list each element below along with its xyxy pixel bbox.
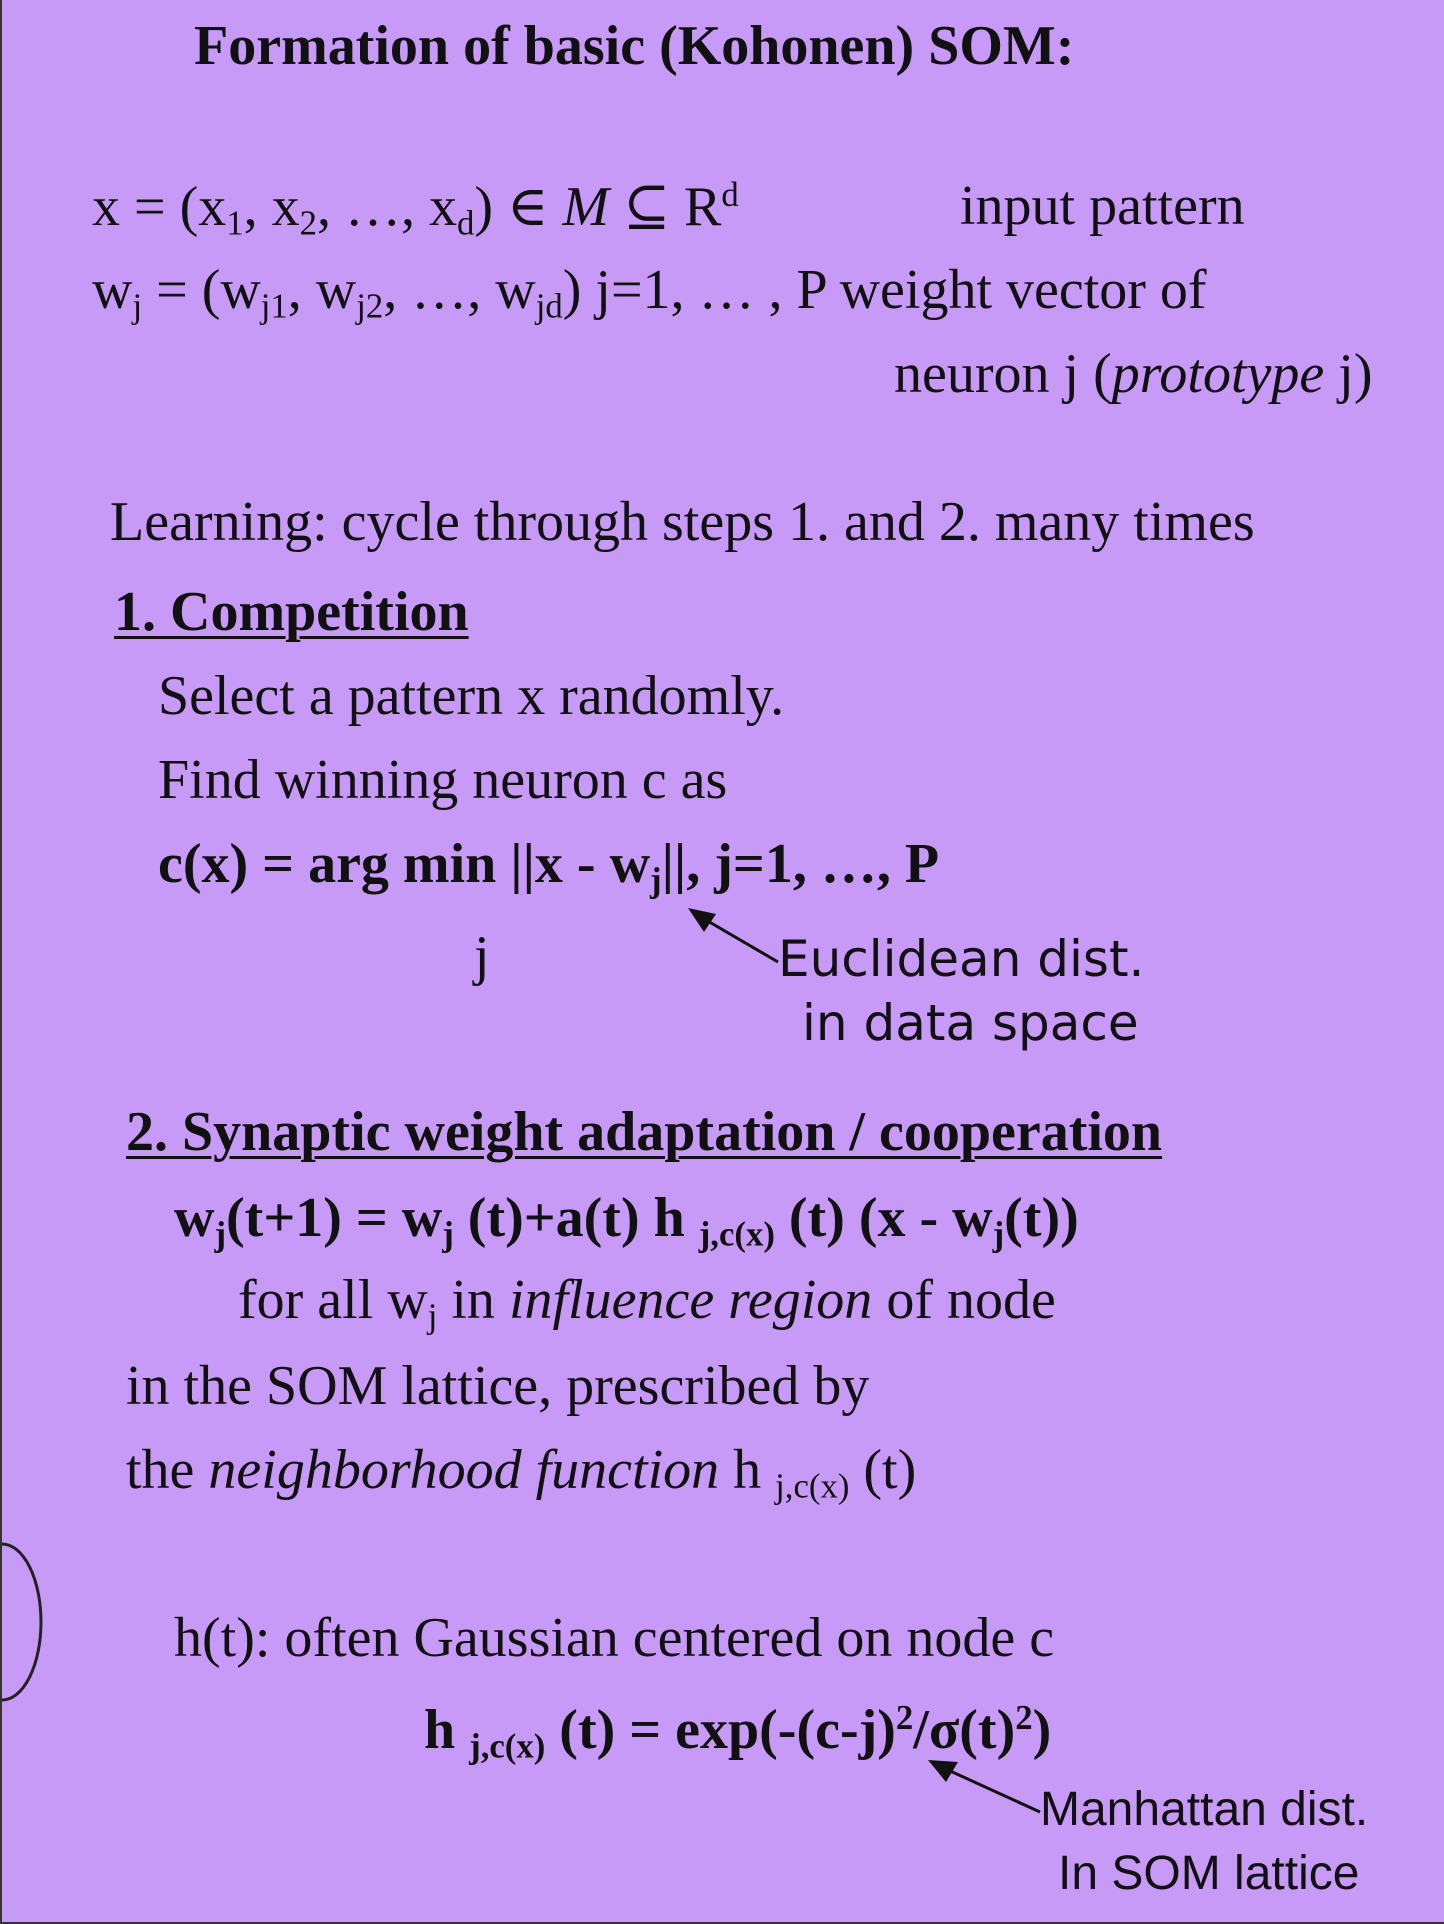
learning-intro: Learning: cycle through steps 1. and 2. many times	[110, 491, 1255, 553]
step1-line1: Select a pattern x randomly.	[158, 665, 785, 727]
neighborhood-function-italic: neighborhood function	[208, 1439, 720, 1501]
x-comma-1: , x	[243, 176, 300, 238]
update-part-2: (t)+a(t) h	[453, 1187, 699, 1249]
euclidean-annotation-1: Euclidean dist.	[778, 930, 1145, 988]
x-sub-2: 2	[299, 203, 317, 243]
neuron-pre: neuron j (	[894, 343, 1112, 405]
gaussian-intro: h(t): often Gaussian centered on node c	[174, 1607, 1055, 1669]
prototype-italic: prototype	[1111, 343, 1325, 405]
update-part-4: (t))	[1004, 1187, 1079, 1249]
update-sub-1: j	[214, 1214, 227, 1254]
euclidean-annotation-2: in data space	[802, 994, 1139, 1052]
for-all-sub-j: j	[427, 1296, 438, 1336]
subset-R: ⊆ R	[609, 176, 722, 238]
step2-heading: 2. Synaptic weight adaptation / cooperation	[126, 1101, 1163, 1163]
w-sub-jd: jd	[535, 286, 563, 326]
update-sub-2: j	[442, 1214, 454, 1254]
x-symbol: x	[92, 176, 120, 238]
w-sub-j: j	[132, 286, 143, 326]
manifold-symbol: M	[562, 176, 610, 238]
in-text: in	[437, 1269, 509, 1331]
gauss-part-a: (t) = exp(-(c-j)	[545, 1699, 896, 1761]
of-node-text: of node	[872, 1269, 1056, 1331]
argmin-range: ||, j=1, …, P	[661, 833, 940, 895]
x-close: ) ∈	[474, 176, 563, 238]
x-sub-1: 1	[226, 203, 244, 243]
the-text: the	[126, 1439, 209, 1501]
euclidean-arrow	[688, 908, 778, 962]
update-part-1: (t+1) = w	[226, 1187, 443, 1249]
influence-region-italic: influence region	[508, 1269, 873, 1331]
w-symbol: w	[92, 259, 133, 321]
gauss-part-c: )	[1032, 1699, 1052, 1761]
slide-title: Formation of basic (Kohonen) SOM:	[194, 15, 1075, 77]
gauss-sup-2: 2	[1015, 1697, 1033, 1737]
update-part-3: (t) (x - w	[774, 1187, 993, 1249]
step1-line2: Find winning neuron c as	[158, 749, 728, 811]
argmin-underscript: j	[474, 925, 490, 987]
w-comma-2: , …, w	[383, 259, 536, 321]
neuron-post: j)	[1324, 343, 1373, 405]
update-w: w	[174, 1187, 215, 1249]
w-eq: = (w	[142, 259, 261, 321]
h-sub: j,c(x)	[775, 1466, 850, 1506]
w-sub-j1: j1	[260, 286, 288, 326]
step1-heading: 1. Competition	[114, 581, 469, 643]
h-text: h	[719, 1439, 776, 1501]
gauss-h: h	[424, 1699, 470, 1761]
x-eq: = (x	[120, 176, 227, 238]
R-sup-d: d	[721, 174, 739, 214]
gauss-sub: j,c(x)	[469, 1726, 546, 1766]
manhattan-annotation-1: Manhattan dist.	[1040, 1783, 1369, 1836]
gauss-sup-1: 2	[895, 1697, 914, 1737]
partial-circle-decoration	[2, 1544, 41, 1700]
manhattan-annotation-2: In SOM lattice	[1058, 1847, 1360, 1900]
w-sub-j2: j2	[356, 286, 384, 326]
w-close: ) j=1, … , P weight vector of	[562, 259, 1207, 321]
x-comma-2: , …, x	[316, 176, 457, 238]
step2-line2: in the SOM lattice, prescribed by	[126, 1355, 870, 1417]
annotation-arrows	[2, 0, 1444, 1924]
for-all-w: for all w	[238, 1269, 428, 1331]
update-sub-4: j	[992, 1214, 1005, 1254]
argmin-part: c(x) = arg min ||x - w	[158, 833, 651, 895]
x-sub-d: d	[456, 203, 475, 243]
gauss-part-b: /σ(t)	[913, 1699, 1016, 1761]
update-sub-3: j,c(x)	[698, 1214, 775, 1254]
input-pattern-label: input pattern	[960, 175, 1245, 237]
argmin-sub-j: j	[650, 860, 662, 900]
t-text: (t)	[849, 1439, 917, 1501]
w-comma-1: , w	[287, 259, 357, 321]
manhattan-arrow	[928, 1760, 1040, 1812]
